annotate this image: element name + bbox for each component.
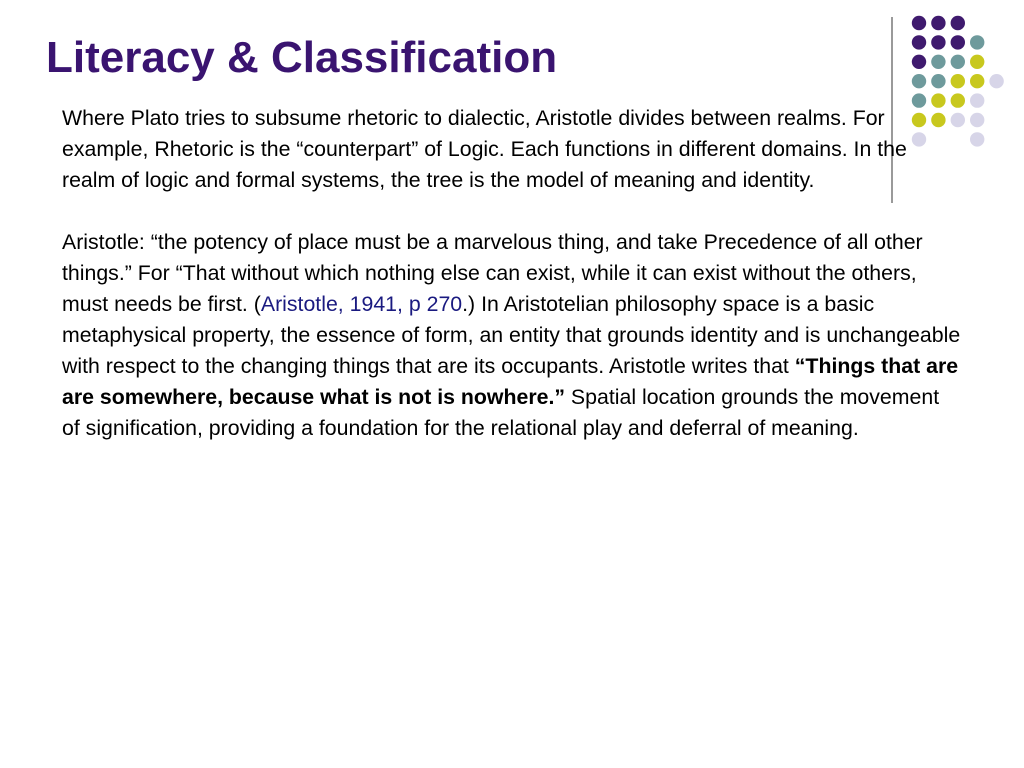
purple-dot bbox=[912, 55, 926, 69]
teal-dot bbox=[931, 74, 945, 88]
slide-title: Literacy & Classification bbox=[46, 33, 558, 82]
paragraph-plato-aristotle: Where Plato tries to subsume rhetoric to dialectic, Aristotle divides between realms. For example, Rhetoric is the “counterpart” of Logic. Each functions in different domains. In the realm of logic and formal systems, the tree is the model of meaning and identity. bbox=[62, 106, 907, 192]
purple-dot bbox=[912, 16, 926, 30]
purple-dot bbox=[951, 35, 965, 49]
citation-link[interactable]: Aristotle, 1941, p 270 bbox=[260, 292, 463, 316]
teal-dot bbox=[951, 55, 965, 69]
paragraph-text-part3: Spatial location grounds the movement of signification, providing a foundation for the relational play and deferral of meaning. bbox=[62, 385, 940, 440]
purple-dot bbox=[912, 35, 926, 49]
paragraph-text-part1: Aristotle: “the potency of place must be a marvelous thing, and take Precedence of all other things.” For “That without which nothing else can exist, while it can exist without the others, must needs be first. ( bbox=[62, 230, 923, 316]
teal-dot bbox=[931, 55, 945, 69]
paragraph-text-part2: .) In Aristotelian philosophy space is a basic metaphysical property, the essence of form, an entity that grounds identity and is unchangeable with respect to the changing things that are its occupants. Aristotle writes that bbox=[62, 292, 961, 378]
slide-body bbox=[62, 103, 962, 444]
purple-dot bbox=[931, 16, 945, 30]
teal-dot bbox=[970, 35, 984, 49]
teal-dot bbox=[912, 74, 926, 88]
lavender-dot bbox=[970, 113, 984, 127]
lavender-dot bbox=[970, 93, 984, 107]
paragraph-aristotle-place bbox=[62, 227, 962, 444]
yellow-dot bbox=[951, 74, 965, 88]
yellow-dot bbox=[970, 74, 984, 88]
lavender-dot bbox=[989, 74, 1003, 88]
purple-dot bbox=[951, 16, 965, 30]
lavender-dot bbox=[970, 132, 984, 146]
yellow-dot bbox=[970, 55, 984, 69]
bold-quote: “Things that are are somewhere, because what is not is nowhere.” bbox=[62, 354, 959, 409]
purple-dot bbox=[931, 35, 945, 49]
